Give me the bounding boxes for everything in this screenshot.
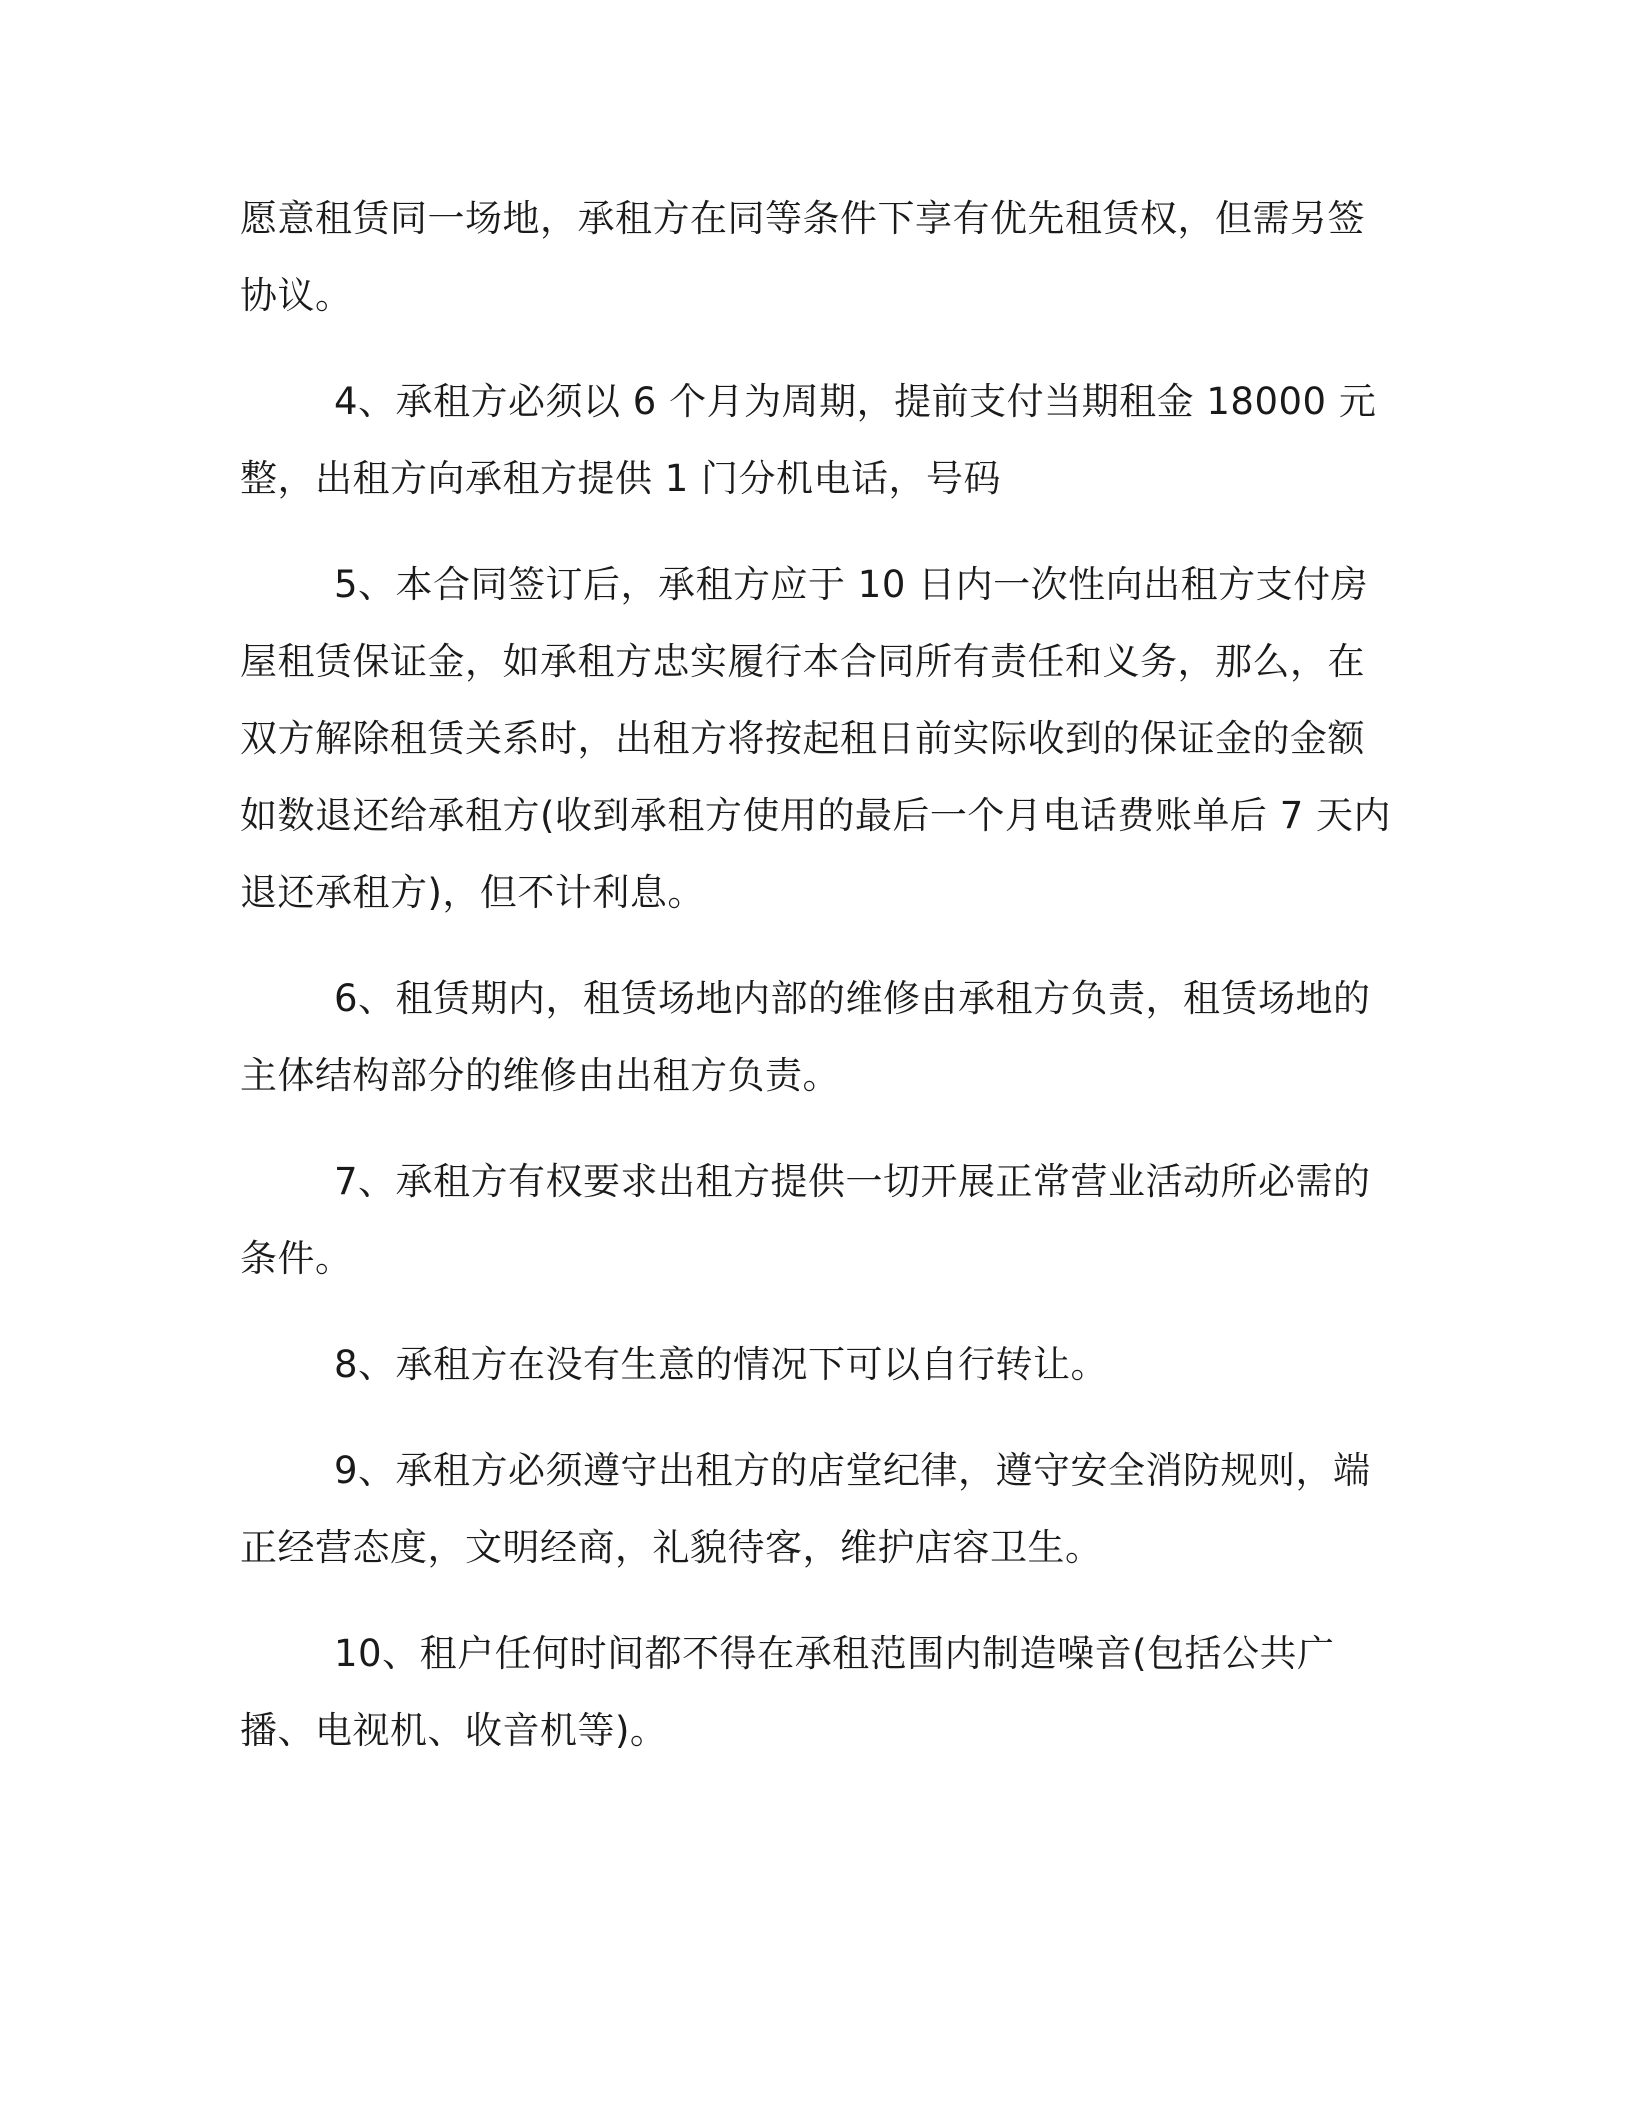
paragraph-clause-10: 10、租户任何时间都不得在承租范围内制造噪音(包括公共广播、电视机、收音机等)。	[240, 1632, 1335, 1752]
paragraph-clause-9: 9、承租方必须遵守出租方的店堂纪律，遵守安全消防规则，端正经营态度，文明经商，礼貌待客，维护店容卫生。	[240, 1449, 1371, 1569]
paragraph-clause-8: 8、承租方在没有生意的情况下可以自行转让。	[334, 1343, 1109, 1386]
paragraph-clause-7: 7、承租方有权要求出租方提供一切开展正常营业活动所必需的条件。	[240, 1160, 1371, 1280]
document-page	[240, 180, 1400, 1798]
paragraph-clause-4: 4、承租方必须以 6 个月为周期，提前支付当期租金 18000 元整，出租方向承租方提供 1 门分机电话，号码	[240, 380, 1377, 500]
paragraph-clause-6: 6、租赁期内，租赁场地内部的维修由承租方负责，租赁场地的主体结构部分的维修由出租方负责。	[240, 977, 1371, 1097]
paragraph-continuation: 愿意租赁同一场地，承租方在同等条件下享有优先租赁权，但需另签协议。	[240, 197, 1365, 317]
paragraph-clause-5: 5、本合同签订后，承租方应于 10 日内一次性向出租方支付房屋租赁保证金，如承租方忠实履行本合同所有责任和义务，那么，在双方解除租赁关系时，出租方将按起租日前实际收到的保证金的金额如数退还给承租方(收到承租方使用的最后一个月电话费账单后 7 天内退还承租方)，但不计利息。	[240, 563, 1391, 914]
